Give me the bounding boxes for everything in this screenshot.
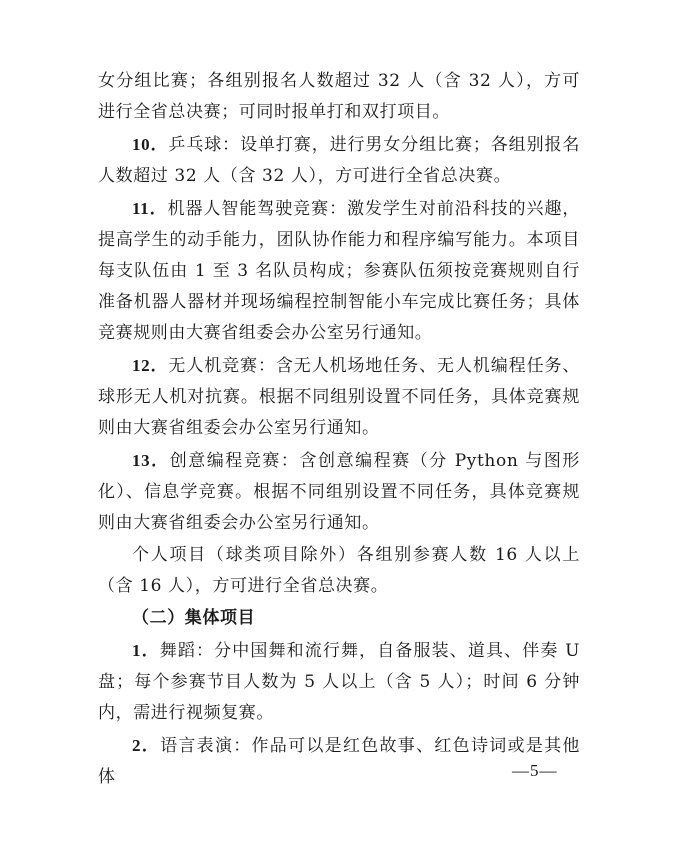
paragraph-item-2-language [98, 730, 580, 793]
paragraph-text: 个人项目（球类项目除外）各组别参赛人数 16 人以上（含 16 人），方可进行全省总决赛。 [98, 545, 580, 596]
item-number: 10． [132, 135, 169, 154]
paragraph-text: 分中国舞和流行舞，自备服装、道具、伴奏 U 盘；每个参赛节目人数为 5 人以上（含 5 人）；时间 6 分钟内，需进行视频复赛。 [98, 641, 580, 723]
paragraph-text: 女分组比赛；各组别报名人数超过 32 人（含 32 人），方可进行全省总决赛；可同时报单打和双打项目。 [98, 71, 580, 122]
item-number: 2． [132, 736, 161, 755]
item-number: 1． [132, 641, 160, 660]
paragraph-text: 设单打赛，进行男女分组比赛；各组别报名人数超过 32 人（含 32 人），方可进行全省总决赛。 [98, 135, 580, 186]
item-title: 创意编程竞赛： [169, 451, 300, 471]
paragraph-text: 含无人机场地任务、无人机编程任务、球形无人机对抗赛。根据不同组别设置不同任务，具体竞赛规则由大赛省组委会办公室另行通知。 [98, 356, 580, 438]
item-title: 舞蹈： [159, 641, 215, 661]
document-body [98, 66, 580, 794]
paragraph-text: 激发学生对前沿科技的兴趣，提高学生的动手能力，团队协作能力和程序编写能力。本项目每支队伍由 1 至 3 名队员构成；参赛队伍须按竞赛规则自行准备机器人器材并现场编程控制智能小车完成比赛任务；具体竞赛规则由大赛省组委会办公室另行通知。 [98, 199, 580, 343]
item-title: 无人机竞赛： [168, 356, 276, 376]
page-number: —5— [512, 761, 558, 780]
paragraph-item-13 [98, 445, 580, 539]
section-heading-group-events [98, 603, 580, 634]
paragraph-text: 含创意编程赛（分 Python 与图形化）、信息学竞赛。根据不同组别设置不同任务，具体竞赛规则由大赛省组委会办公室另行通知。 [98, 451, 580, 533]
item-title: 乒乓球： [168, 135, 241, 155]
paragraph-continued-badminton [98, 66, 580, 128]
item-number: 12． [132, 356, 169, 375]
item-title: 机器人智能驾驶竞赛： [167, 199, 348, 219]
paragraph-item-12 [98, 350, 580, 444]
paragraph-item-11 [98, 193, 580, 349]
item-number: 11． [132, 199, 168, 218]
item-title: 语言表演： [160, 736, 252, 756]
paragraph-item-10 [98, 129, 580, 192]
paragraph-item-1-dance [98, 635, 580, 729]
paragraph-text: 作品可以是红色故事、红色诗词或是其他体 [98, 736, 580, 787]
paragraph-individual-rule [98, 540, 580, 602]
section-heading-text: （二）集体项目 [132, 608, 256, 628]
item-number: 13． [132, 451, 170, 470]
